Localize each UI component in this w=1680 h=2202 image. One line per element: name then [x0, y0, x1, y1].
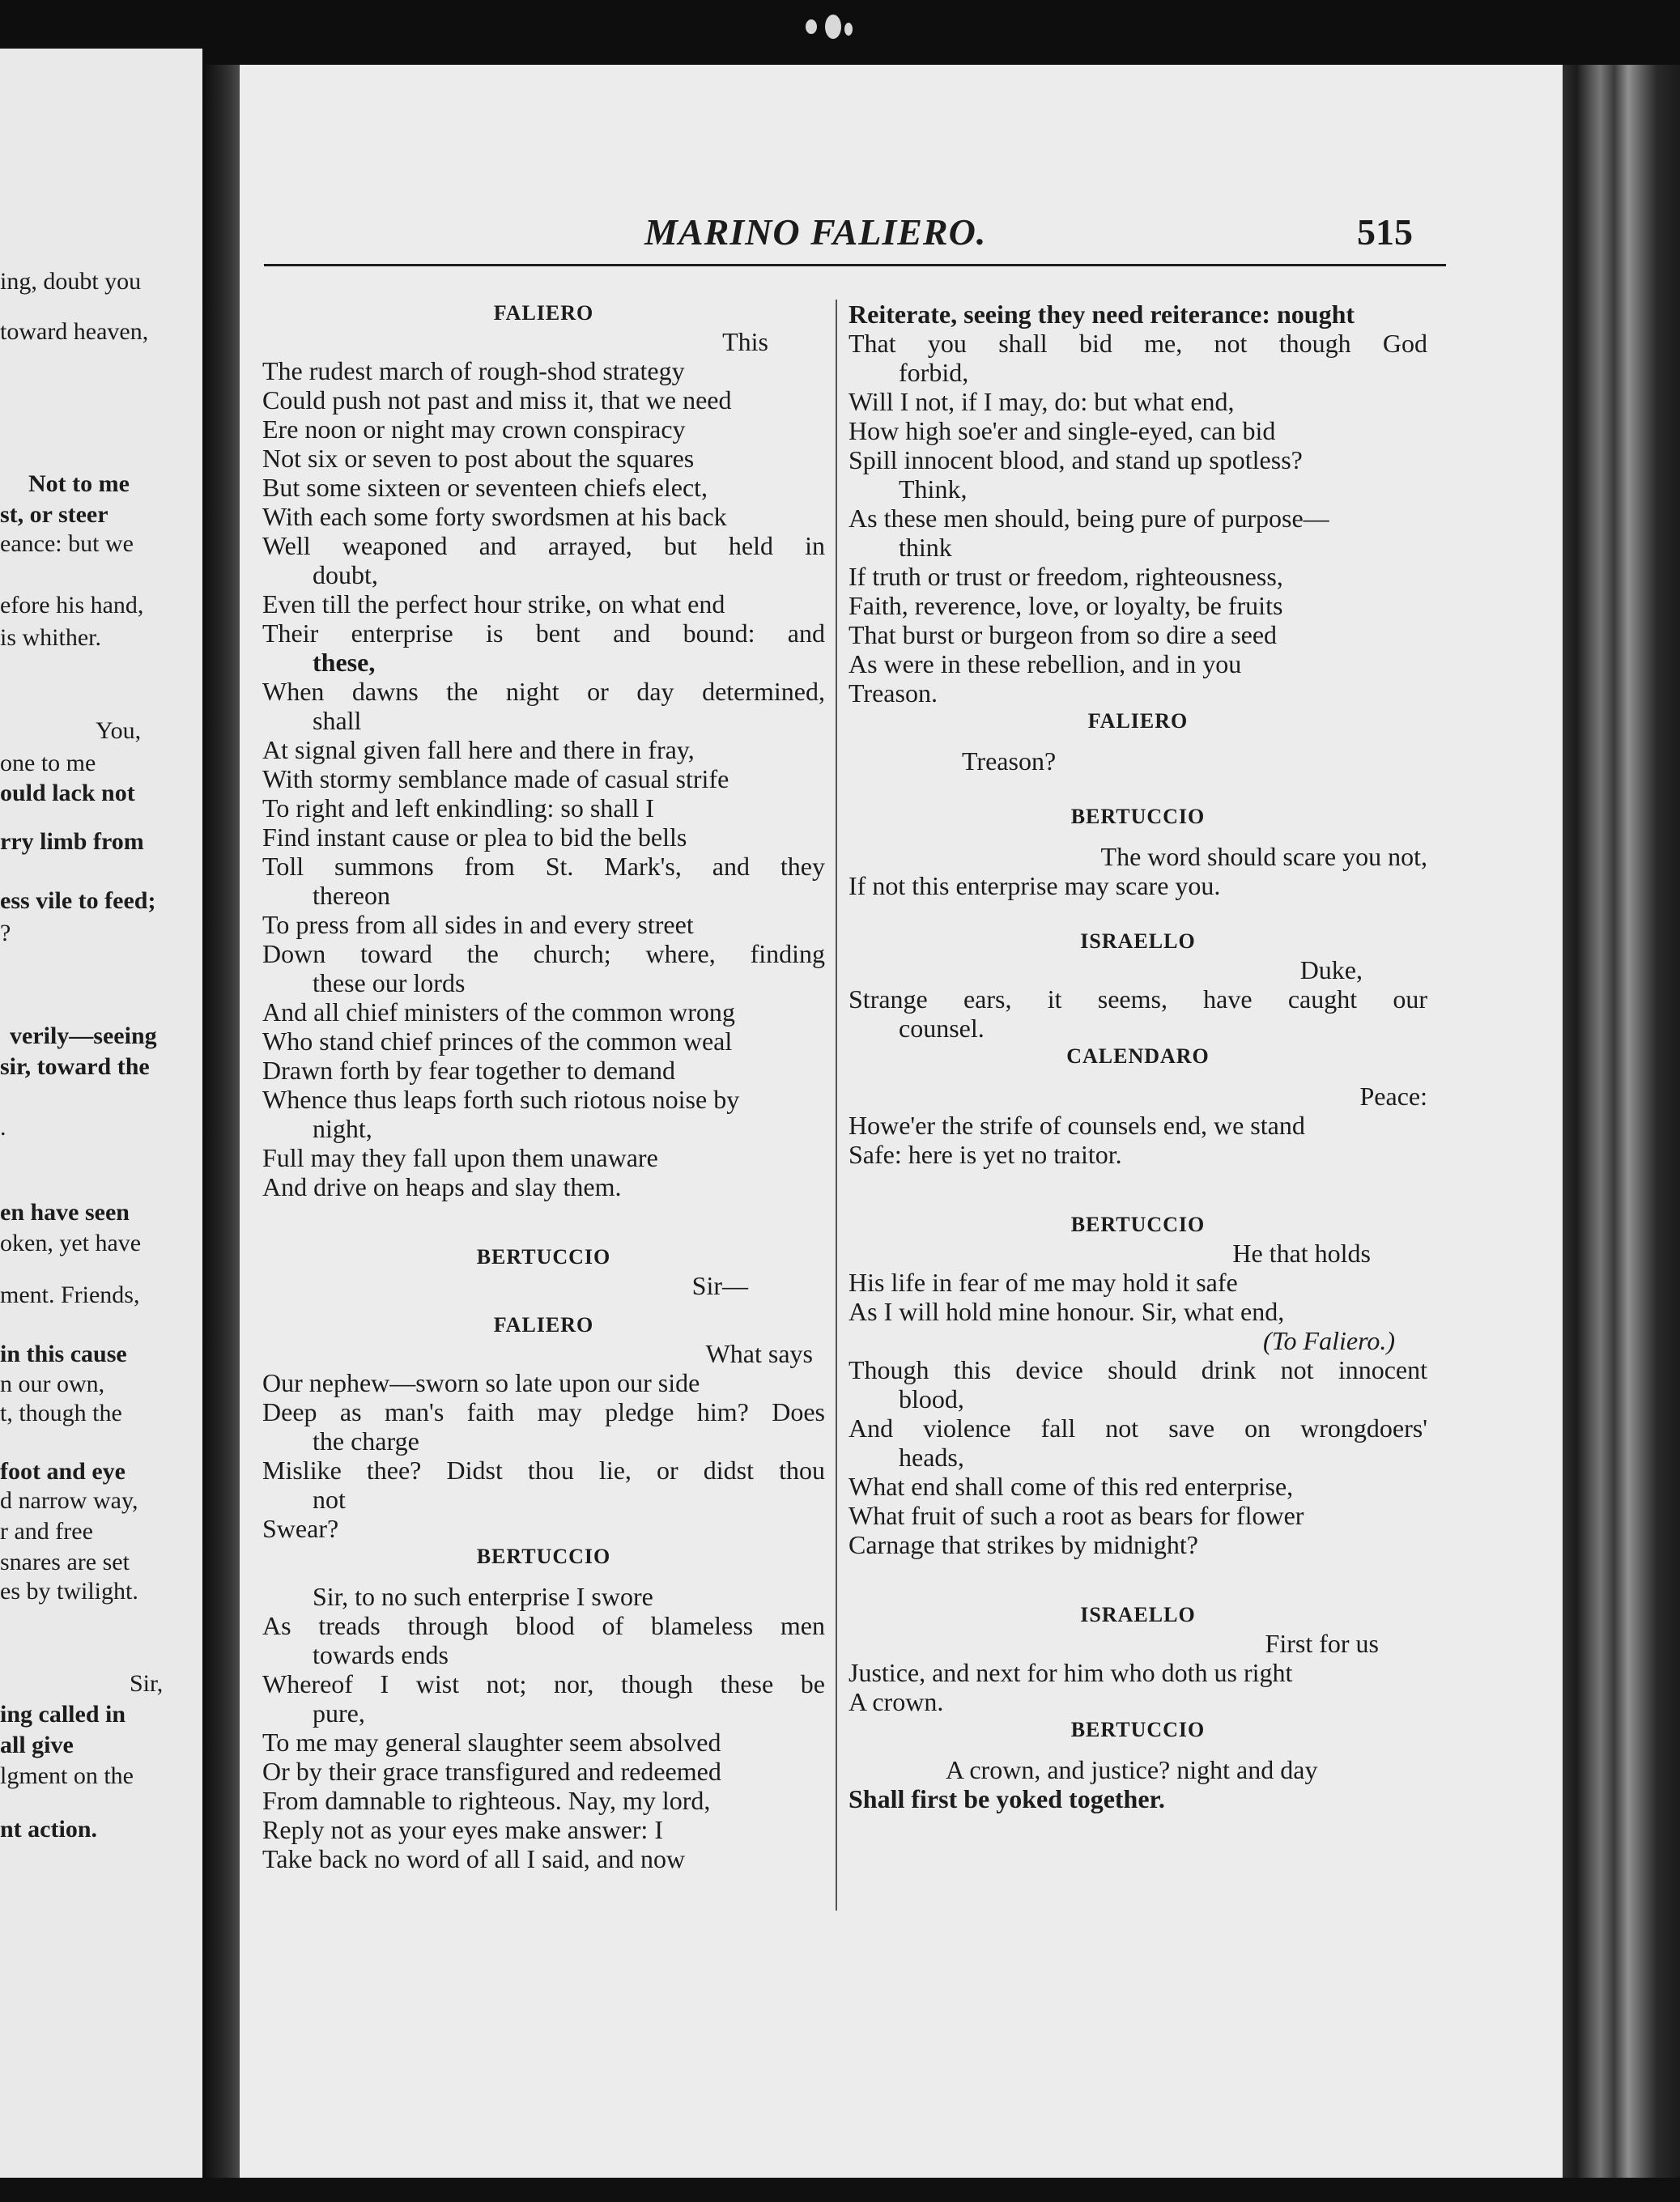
verse-line: Safe: here is yet no traitor. — [849, 1140, 1122, 1169]
verse-line: How high soe'er and single-eyed, can bid — [849, 416, 1276, 445]
verse-line: these our lords — [313, 968, 466, 997]
stanza-gap — [849, 776, 1427, 803]
fragment-line: lgment on the — [0, 1762, 134, 1789]
verse-line: Find instant cause or plea to bid the bells — [262, 823, 687, 852]
fragment-line: ment. Friends, — [0, 1282, 140, 1308]
left-text-column — [262, 300, 825, 1873]
verse-line: This — [722, 327, 768, 356]
verse-line: And all chief ministers of the common wrong — [262, 997, 735, 1027]
fragment-line: snares are set — [0, 1549, 130, 1575]
verse-line: Ere noon or night may crown conspiracy — [262, 414, 686, 444]
verse-line: Spill innocent blood, and stand up spotless? — [849, 445, 1303, 474]
book-edge — [1563, 65, 1680, 2202]
verse-line: Full may they fall upon them unaware — [262, 1143, 658, 1172]
fragment-line: oken, yet have — [0, 1230, 142, 1256]
verse-line: Drawn forth by fear together to demand — [262, 1056, 676, 1085]
speaker-name: FALIERO — [493, 1313, 594, 1337]
verse-line: As were in these rebellion, and in you — [849, 649, 1242, 678]
fragment-line: t, though the — [0, 1400, 122, 1426]
verse-line: think — [899, 533, 952, 562]
verse-line: Mislike thee? Didst thou lie, or didst thou — [262, 1456, 825, 1485]
verse-line: Justice, and next for him who doth us right — [849, 1658, 1293, 1687]
speaker-name: BERTUCCIO — [1070, 1213, 1206, 1236]
speaker-name: BERTUCCIO — [1070, 1718, 1206, 1741]
speaker-name: FALIERO — [1087, 709, 1189, 733]
verse-line: not — [313, 1485, 346, 1514]
speaker-name: BERTUCCIO — [476, 1545, 611, 1568]
book-page — [240, 65, 1563, 2178]
verse-line: Faith, reverence, love, or loyalty, be fruits — [849, 591, 1283, 620]
speaker-name: CALENDARO — [1066, 1044, 1210, 1068]
verse-line: Reiterate, seeing they need reiterance: nought — [849, 300, 1355, 329]
verse-line: But some sixteen or seventeen chiefs elect, — [262, 473, 708, 502]
scan-bottom-border — [0, 2178, 1680, 2202]
verse-line: He that holds — [1232, 1239, 1371, 1268]
verse-line: What end shall come of this red enterprise, — [849, 1472, 1294, 1501]
speaker-name: BERTUCCIO — [476, 1245, 611, 1269]
stanza-gap — [262, 1571, 825, 1582]
right-text-column — [849, 300, 1427, 1813]
verse-line: Their enterprise is bent and bound: and — [262, 619, 825, 648]
verse-line: Sir, to no such enterprise I swore — [313, 1582, 653, 1611]
verse-line: Deep as man's faith may pledge him? Does — [262, 1397, 825, 1426]
stanza-gap — [849, 900, 1427, 928]
running-head-title: MARINO FALIERO. — [644, 211, 987, 253]
verse-line: A crown. — [849, 1687, 944, 1716]
fragment-line: r and free — [0, 1518, 93, 1545]
stanza-gap — [849, 1744, 1427, 1755]
stanza-gap — [262, 1201, 825, 1243]
fragment-line: . — [0, 1114, 6, 1141]
fragment-line: ess vile to feed; — [0, 887, 156, 914]
fragment-line: nt action. — [0, 1816, 97, 1843]
verse-line: heads, — [899, 1443, 964, 1472]
verse-line: As I will hold mine honour. Sir, what end, — [849, 1297, 1285, 1326]
fragment-line: is whither. — [0, 624, 101, 651]
verse-line: blood, — [899, 1384, 964, 1413]
verse-line: A crown, and justice? night and day — [946, 1755, 1318, 1784]
verse-line: And violence fall not save on wrongdoers' — [849, 1413, 1427, 1443]
fragment-line: efore his hand, — [0, 592, 144, 619]
fragment-line: en have seen — [0, 1199, 130, 1226]
verse-line: The rudest march of rough-shod strategy — [262, 356, 685, 385]
verse-line: Carnage that strikes by midnight? — [849, 1530, 1198, 1559]
verse-line: If truth or trust or freedom, righteousness, — [849, 562, 1283, 591]
verse-line: To right and left enkindling: so shall I — [262, 793, 654, 823]
verse-line: Swear? — [262, 1514, 339, 1543]
verse-line: When dawns the night or day determined, — [262, 677, 825, 706]
book-gutter — [202, 65, 240, 2202]
verse-line: His life in fear of me may hold it safe — [849, 1268, 1238, 1297]
verse-line: What fruit of such a root as bears for flower — [849, 1501, 1304, 1530]
fragment-line: in this cause — [0, 1341, 127, 1367]
verse-line: Well weaponed and arrayed, but held in — [262, 531, 825, 560]
verse-line: Toll summons from St. Mark's, and they — [262, 852, 825, 881]
verse-line: Sir— — [691, 1271, 748, 1300]
verse-line: these, — [313, 648, 376, 677]
speaker-name: ISRAELLO — [1080, 929, 1196, 953]
fragment-line: ? — [0, 920, 11, 946]
verse-line: Treason? — [962, 746, 1057, 776]
speaker-name: FALIERO — [493, 301, 594, 325]
fragment-line: ing called in — [0, 1701, 126, 1728]
verse-line: towards ends — [313, 1640, 449, 1669]
fragment-line: Sir, — [130, 1670, 164, 1697]
speaker-name: BERTUCCIO — [1070, 805, 1206, 828]
page-number: 515 — [1357, 211, 1413, 253]
verse-line: With stormy semblance made of casual strife — [262, 764, 729, 793]
verse-line: Take back no word of all I said, and now — [262, 1844, 686, 1873]
verse-line: forbid, — [899, 358, 969, 387]
fragment-line: d narrow way, — [0, 1487, 138, 1514]
ink-blot — [797, 11, 866, 48]
fragment-line: all give — [0, 1732, 74, 1758]
fragment-line: es by twilight. — [0, 1578, 138, 1605]
verse-line: Down toward the church; where, finding — [262, 939, 825, 968]
verse-line: Shall first be yoked together. — [849, 1784, 1165, 1813]
verse-line: From damnable to righteous. Nay, my lord, — [262, 1786, 711, 1815]
fragment-line: rry limb from — [0, 828, 144, 855]
verse-line: First for us — [1265, 1629, 1379, 1658]
verse-line: Howe'er the strife of counsels end, we stand — [849, 1111, 1305, 1140]
verse-line: As treads through blood of blameless men — [262, 1611, 825, 1640]
verse-line: Though this device should drink not innocent — [849, 1355, 1427, 1384]
fragment-line: Not to me — [28, 470, 130, 497]
verse-line: Could push not past and miss it, that we need — [262, 385, 732, 414]
verse-line: the charge — [313, 1426, 419, 1456]
verse-line: Not six or seven to post about the squares — [262, 444, 695, 473]
verse-line: Treason. — [849, 678, 938, 708]
stanza-gap — [262, 1300, 825, 1311]
verse-line: (To Faliero.) — [1263, 1326, 1395, 1355]
speaker-name: ISRAELLO — [1080, 1603, 1196, 1626]
fragment-line: n our own, — [0, 1371, 105, 1397]
fragment-line: ing, doubt you — [0, 268, 142, 295]
verse-line: counsel. — [899, 1014, 985, 1043]
fragment-line: toward heaven, — [0, 318, 149, 345]
verse-line: Reply not as your eyes make answer: I — [262, 1815, 663, 1844]
verse-line: Think, — [899, 474, 968, 504]
verse-line: Our nephew—sworn so late upon our side — [262, 1368, 700, 1397]
verse-line: And drive on heaps and slay them. — [262, 1172, 622, 1201]
fragment-line: sir, toward the — [0, 1053, 150, 1080]
verse-line: Will I not, if I may, do: but what end, — [849, 387, 1235, 416]
header-rule — [264, 264, 1446, 266]
fragment-line: foot and eye — [0, 1458, 125, 1485]
verse-line: What says — [705, 1339, 813, 1368]
verse-line: night, — [313, 1114, 372, 1143]
fragment-line: st, or steer — [0, 501, 108, 528]
verse-line: shall — [313, 706, 362, 735]
verse-line: Strange ears, it seems, have caught our — [849, 984, 1427, 1014]
verse-line: Whereof I wist not; nor, though these be — [262, 1669, 825, 1698]
verse-line: With each some forty swordsmen at his back — [262, 502, 727, 531]
verse-line: Duke, — [1299, 955, 1363, 984]
verse-line: If not this enterprise may scare you. — [849, 871, 1221, 900]
fragment-line: one to me — [0, 750, 96, 776]
verse-line: Who stand chief princes of the common weal — [262, 1027, 733, 1056]
fragment-line: verily—seeing — [10, 1022, 157, 1049]
fragment-line: eance: but we — [0, 530, 134, 557]
verse-line: thereon — [313, 881, 390, 910]
stanza-gap — [849, 831, 1427, 842]
verse-line: That burst or burgeon from so dire a seed — [849, 620, 1278, 649]
verse-line: Or by their grace transfigured and redeemed — [262, 1757, 721, 1786]
verse-line: As these men should, being pure of purpose— — [849, 504, 1329, 533]
column-divider — [836, 300, 837, 1911]
stanza-gap — [849, 735, 1427, 746]
stanza-gap — [849, 1559, 1427, 1601]
fragment-line: You, — [96, 717, 142, 744]
verse-line: The word should scare you not, — [1100, 842, 1427, 871]
verse-line: Peace: — [1359, 1082, 1427, 1111]
verse-line: To press from all sides in and every street — [262, 910, 694, 939]
verse-line: That you shall bid me, not though God — [849, 329, 1427, 358]
stanza-gap — [849, 1169, 1427, 1211]
verse-line: pure, — [313, 1698, 365, 1728]
running-head — [240, 210, 1563, 259]
verse-line: Even till the perfect hour strike, on what end — [262, 589, 725, 619]
verse-line: At signal given fall here and there in fray, — [262, 735, 695, 764]
verse-line: doubt, — [313, 560, 378, 589]
fragment-line: ould lack not — [0, 780, 135, 806]
previous-page-fragment — [0, 49, 202, 2186]
verse-line: To me may general slaughter seem absolved — [262, 1728, 721, 1757]
stanza-gap — [849, 1070, 1427, 1082]
verse-line: Whence thus leaps forth such riotous noise by — [262, 1085, 740, 1114]
